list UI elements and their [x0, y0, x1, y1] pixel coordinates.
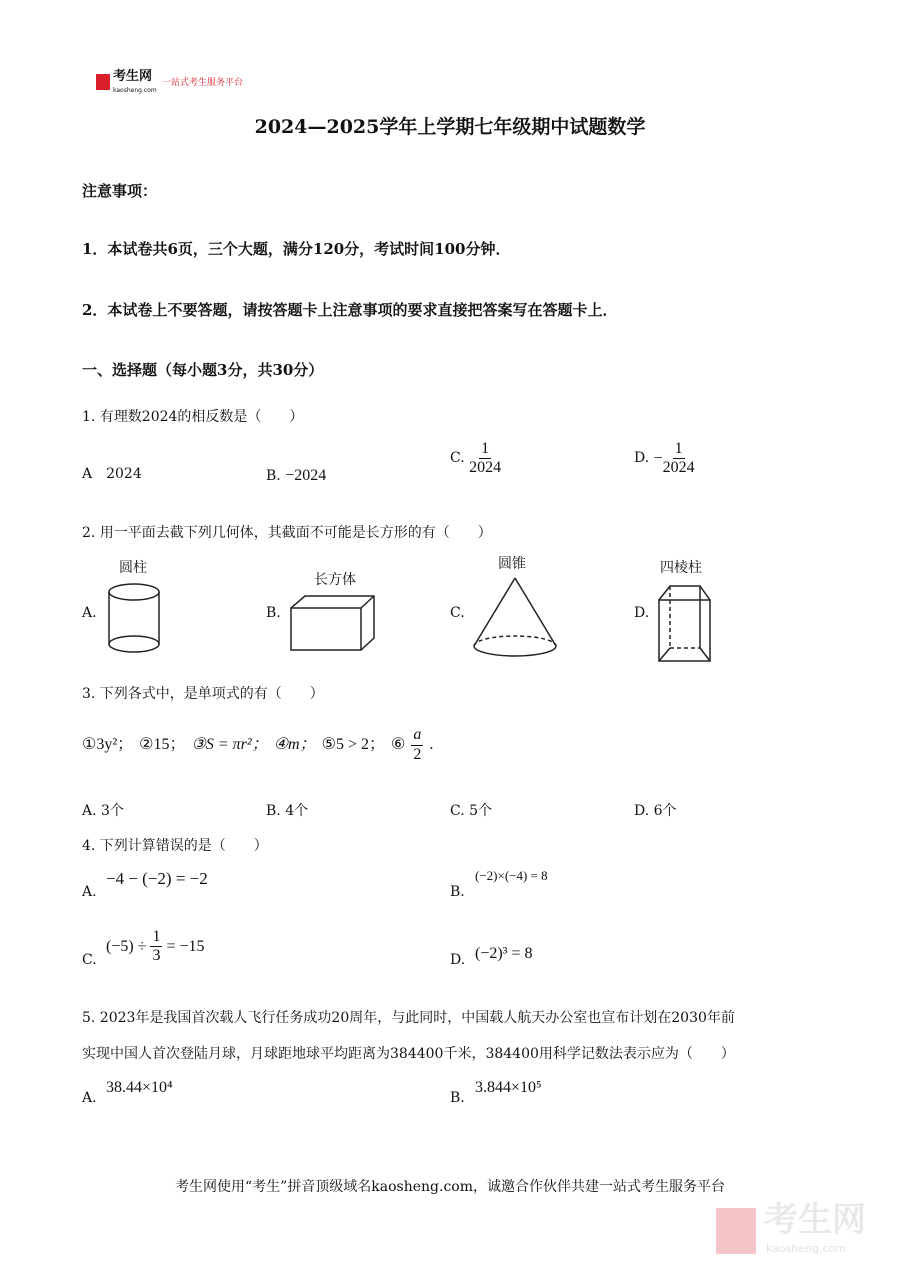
q4-option-b: (−2)×(−4) = 8 — [475, 868, 548, 883]
watermark-logo-icon — [716, 1208, 756, 1254]
q2-option-c: C. — [450, 605, 465, 621]
expression: ④m； — [273, 736, 316, 753]
cuboid-figure — [288, 594, 378, 654]
q4-option-b-label: B. — [450, 884, 465, 900]
q4-option-c: (−5) ÷ $\frac{1}{3}$ = −15 — [106, 928, 205, 965]
logo-text: 考生网 — [113, 69, 153, 84]
q1-option-b: B. −2024 — [266, 467, 327, 484]
question-2-stem: 2. 用一平面去截下列几何体，其截面不可能是长方形的有（ ） — [82, 525, 492, 541]
slogan: 一站式考生服务平台 — [162, 78, 244, 88]
logo-icon — [96, 74, 110, 90]
q3-option-b: B. 4个 — [266, 803, 309, 819]
cuboid-caption: 长方体 — [314, 572, 356, 588]
q2-option-d: D. — [634, 605, 650, 621]
question-1-stem: 1. 有理数2024的相反数是（ ） — [82, 409, 304, 425]
q3-option-c: C. 5个 — [450, 803, 493, 819]
expression: ①3y²； — [82, 736, 134, 753]
expression: ②15； — [139, 736, 186, 753]
cylinder-figure — [105, 582, 165, 657]
question-4-stem: 4. 下列计算错误的是（ ） — [82, 838, 268, 854]
expression: ⑤5 > 2； — [321, 736, 385, 753]
prism-figure — [656, 584, 716, 664]
expression-label: ⑥ — [390, 736, 406, 753]
notice-item: 2．本试卷上不要答题，请按答题卡上注意事项的要求直接把答案写在答题卡上． — [82, 301, 618, 319]
q1-option-d: D. − $\frac{1}{2024}$ — [634, 440, 695, 477]
q3-option-a: A. 3个 — [82, 803, 124, 819]
page-title: 2024—2025学年上学期七年级期中试题数学 — [254, 116, 646, 138]
q5-option-a-label: A. — [82, 1090, 97, 1106]
notice-item: 1．本试卷共6页，三个大题，满分120分，考试时间100分钟． — [82, 240, 511, 258]
q4-option-a-label: A. — [82, 884, 97, 900]
q1-option-a: A 2024 — [82, 466, 142, 482]
question-5-stem: 5. 2023年是我国首次载人飞行任务成功20周年，与此同时，中国载人航天办公室也宣布计划在2030年前 — [82, 1010, 735, 1026]
q1-option-c: C. $\frac{1}{2024}$ — [450, 440, 502, 477]
question-5-stem-cont: 实现中国人首次登陆月球，月球距地球平均距离为384400千米，384400用科学记数法表示应为（ ） — [82, 1046, 735, 1062]
watermark-domain: kaosheng.com — [766, 1242, 847, 1255]
q3-expressions — [82, 720, 433, 770]
watermark-text: 考生网 — [764, 1200, 866, 1240]
q2-option-a: A. — [82, 605, 97, 621]
q4-option-d: (−2)³ = 8 — [475, 945, 533, 962]
expression: $\frac{a}{2}$ — [413, 726, 422, 763]
q5-option-b: 3.844×10⁵ — [475, 1079, 542, 1096]
footer-text: 考生网使用“考生”拼音顶级域名kaosheng.com，诚邀合作伙伴共建一站式考生服务平台 — [174, 1179, 726, 1195]
q5-option-a: 38.44×10⁴ — [106, 1079, 173, 1096]
q5-option-b-label: B. — [450, 1090, 465, 1106]
notice-heading: 注意事项： — [82, 182, 158, 200]
q2-option-b: B. — [266, 605, 281, 621]
prism-caption: 四棱柱 — [660, 560, 702, 576]
q4-option-c-label: C. — [82, 952, 97, 968]
q3-option-d: D. 6个 — [634, 803, 677, 819]
q4-option-d-label: D. — [450, 952, 466, 968]
expression: ③S = πr²； — [191, 736, 268, 753]
cone-figure — [470, 576, 560, 660]
period: . — [429, 736, 434, 753]
q4-option-a: −4 − (−2) = −2 — [106, 869, 208, 888]
cylinder-caption: 圆柱 — [119, 560, 147, 576]
cone-caption: 圆锥 — [498, 556, 526, 572]
logo-domain: kaosheng.com — [113, 87, 157, 94]
section-heading: 一、选择题（每小题3分，共30分） — [82, 361, 324, 379]
question-3-stem: 3. 下列各式中，是单项式的有（ ） — [82, 686, 324, 702]
